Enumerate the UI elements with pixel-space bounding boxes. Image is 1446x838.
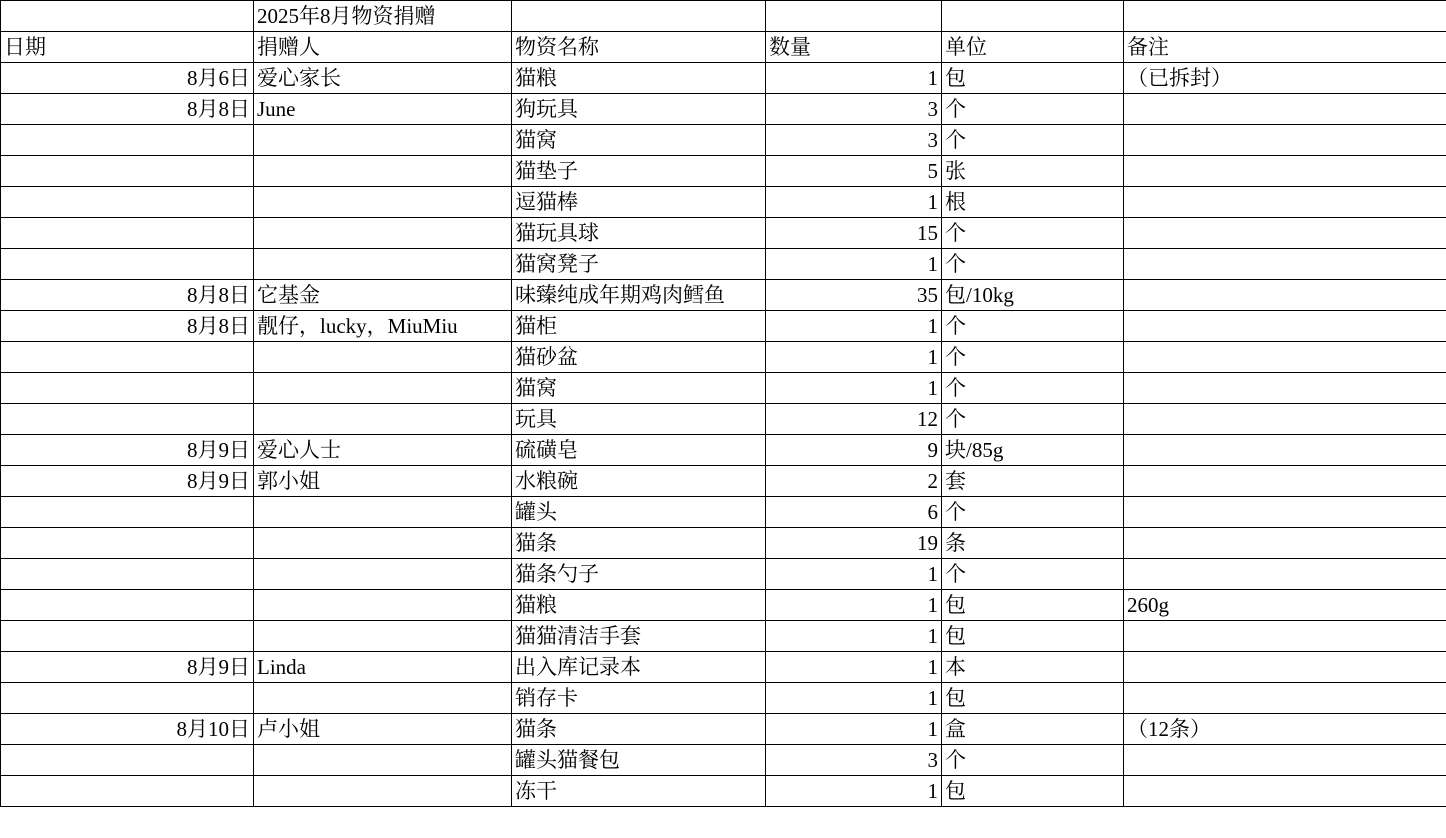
cell-note: [1124, 218, 1446, 249]
cell-qty: 3: [766, 125, 942, 156]
cell-note: [1124, 435, 1446, 466]
table-row: [1, 621, 1446, 652]
cell-donor: [254, 590, 512, 621]
empty-cell: [1, 1, 254, 32]
cell-donor: [254, 528, 512, 559]
cell-qty: 15: [766, 218, 942, 249]
cell-qty: 1: [766, 776, 942, 807]
cell-unit: 套: [942, 466, 1124, 497]
cell-qty: 1: [766, 63, 942, 94]
cell-date: [1, 528, 254, 559]
cell-date: 8月8日: [1, 311, 254, 342]
cell-note: [1124, 125, 1446, 156]
empty-cell: [766, 1, 942, 32]
cell-unit: 包/10kg: [942, 280, 1124, 311]
cell-date: 8月9日: [1, 466, 254, 497]
table-row: [1, 187, 1446, 218]
table-row: [1, 404, 1446, 435]
cell-date: [1, 373, 254, 404]
cell-qty: 1: [766, 714, 942, 745]
cell-qty: 1: [766, 683, 942, 714]
cell-item: 猫垫子: [512, 156, 766, 187]
cell-note: [1124, 621, 1446, 652]
cell-date: [1, 621, 254, 652]
cell-item: 罐头: [512, 497, 766, 528]
cell-donor: Linda: [254, 652, 512, 683]
column-header-donor: 捐赠人: [254, 32, 512, 63]
cell-unit: 包: [942, 590, 1124, 621]
table-row: [1, 652, 1446, 683]
cell-date: [1, 404, 254, 435]
table-row: [1, 373, 1446, 404]
table-row: [1, 342, 1446, 373]
empty-cell: [1124, 1, 1446, 32]
cell-unit: 根: [942, 187, 1124, 218]
cell-donor: [254, 156, 512, 187]
cell-note: [1124, 94, 1446, 125]
cell-qty: 1: [766, 559, 942, 590]
table-row: [1, 590, 1446, 621]
cell-item: 猫窝凳子: [512, 249, 766, 280]
cell-note: [1124, 342, 1446, 373]
cell-unit: 包: [942, 621, 1124, 652]
cell-note: [1124, 187, 1446, 218]
cell-unit: 个: [942, 745, 1124, 776]
cell-item: 罐头猫餐包: [512, 745, 766, 776]
cell-item: 猫粮: [512, 63, 766, 94]
table-row: [1, 776, 1446, 807]
cell-unit: 个: [942, 125, 1124, 156]
cell-unit: 个: [942, 94, 1124, 125]
column-header-date: 日期: [1, 32, 254, 63]
document-title: 2025年8月物资捐赠: [254, 1, 512, 32]
cell-note: [1124, 404, 1446, 435]
cell-unit: 个: [942, 559, 1124, 590]
cell-donor: 它基金: [254, 280, 512, 311]
cell-item: 硫磺皂: [512, 435, 766, 466]
cell-qty: 1: [766, 187, 942, 218]
cell-unit: 包: [942, 776, 1124, 807]
cell-qty: 3: [766, 94, 942, 125]
table-row: [1, 466, 1446, 497]
table-row: [1, 63, 1446, 94]
cell-donor: [254, 745, 512, 776]
table-row: [1, 559, 1446, 590]
cell-date: 8月9日: [1, 652, 254, 683]
column-header-qty: 数量: [766, 32, 942, 63]
cell-item: 猫玩具球: [512, 218, 766, 249]
cell-qty: 1: [766, 342, 942, 373]
cell-item: 狗玩具: [512, 94, 766, 125]
cell-donor: [254, 187, 512, 218]
cell-note: [1124, 466, 1446, 497]
table-row: [1, 528, 1446, 559]
cell-note: [1124, 683, 1446, 714]
cell-note: [1124, 373, 1446, 404]
table-row: [1, 745, 1446, 776]
cell-donor: [254, 125, 512, 156]
cell-unit: 个: [942, 311, 1124, 342]
cell-note: [1124, 156, 1446, 187]
cell-donor: [254, 342, 512, 373]
cell-date: [1, 683, 254, 714]
cell-donor: [254, 249, 512, 280]
cell-note: [1124, 559, 1446, 590]
cell-qty: 1: [766, 621, 942, 652]
cell-item: 猫砂盆: [512, 342, 766, 373]
table-row: [1, 497, 1446, 528]
table-row: [1, 218, 1446, 249]
cell-item: 逗猫棒: [512, 187, 766, 218]
cell-qty: 2: [766, 466, 942, 497]
cell-donor: 郭小姐: [254, 466, 512, 497]
cell-unit: 个: [942, 249, 1124, 280]
cell-note: [1124, 497, 1446, 528]
cell-date: [1, 187, 254, 218]
cell-qty: 3: [766, 745, 942, 776]
cell-unit: 块/85g: [942, 435, 1124, 466]
cell-donor: [254, 404, 512, 435]
cell-item: 水粮碗: [512, 466, 766, 497]
header-row: [1, 32, 1446, 63]
column-header-note: 备注: [1124, 32, 1446, 63]
column-header-unit: 单位: [942, 32, 1124, 63]
cell-date: 8月9日: [1, 435, 254, 466]
empty-cell: [942, 1, 1124, 32]
cell-donor: [254, 683, 512, 714]
cell-unit: 盒: [942, 714, 1124, 745]
cell-donor: [254, 373, 512, 404]
cell-qty: 35: [766, 280, 942, 311]
cell-date: [1, 590, 254, 621]
table-row: [1, 435, 1446, 466]
cell-unit: 张: [942, 156, 1124, 187]
cell-date: [1, 497, 254, 528]
cell-date: [1, 559, 254, 590]
cell-item: 销存卡: [512, 683, 766, 714]
cell-note: [1124, 311, 1446, 342]
cell-date: 8月6日: [1, 63, 254, 94]
cell-donor: [254, 497, 512, 528]
cell-item: 味臻纯成年期鸡肉鳕鱼: [512, 280, 766, 311]
cell-donor: [254, 621, 512, 652]
cell-unit: 条: [942, 528, 1124, 559]
cell-qty: 1: [766, 590, 942, 621]
cell-item: 猫条勺子: [512, 559, 766, 590]
cell-item: 玩具: [512, 404, 766, 435]
cell-note: [1124, 249, 1446, 280]
cell-unit: 个: [942, 373, 1124, 404]
cell-donor: 靓仔，lucky，MiuMiu: [254, 311, 512, 342]
cell-donor: 爱心人士: [254, 435, 512, 466]
cell-date: [1, 249, 254, 280]
cell-qty: 1: [766, 249, 942, 280]
cell-date: 8月8日: [1, 280, 254, 311]
cell-unit: 个: [942, 218, 1124, 249]
cell-note: [1124, 652, 1446, 683]
cell-item: 猫猫清洁手套: [512, 621, 766, 652]
cell-item: 猫条: [512, 528, 766, 559]
table-row: [1, 714, 1446, 745]
cell-note: （12条）: [1124, 714, 1446, 745]
cell-donor: [254, 559, 512, 590]
cell-date: [1, 156, 254, 187]
cell-donor: 卢小姐: [254, 714, 512, 745]
cell-item: 猫粮: [512, 590, 766, 621]
cell-qty: 9: [766, 435, 942, 466]
column-header-item: 物资名称: [512, 32, 766, 63]
cell-date: [1, 218, 254, 249]
cell-note: [1124, 776, 1446, 807]
table-row: [1, 683, 1446, 714]
table-row: [1, 280, 1446, 311]
cell-item: 猫窝: [512, 373, 766, 404]
cell-qty: 5: [766, 156, 942, 187]
cell-item: 冻干: [512, 776, 766, 807]
cell-note: （已拆封）: [1124, 63, 1446, 94]
cell-date: [1, 745, 254, 776]
cell-unit: 个: [942, 404, 1124, 435]
cell-donor: [254, 776, 512, 807]
table-row: [1, 311, 1446, 342]
cell-donor: 爱心家长: [254, 63, 512, 94]
cell-date: 8月8日: [1, 94, 254, 125]
table-row: [1, 249, 1446, 280]
title-row: [1, 1, 1446, 32]
cell-note: [1124, 280, 1446, 311]
cell-date: [1, 342, 254, 373]
cell-unit: 个: [942, 342, 1124, 373]
cell-note: [1124, 745, 1446, 776]
empty-cell: [512, 1, 766, 32]
cell-item: 出入库记录本: [512, 652, 766, 683]
cell-date: 8月10日: [1, 714, 254, 745]
cell-qty: 1: [766, 311, 942, 342]
cell-unit: 本: [942, 652, 1124, 683]
cell-item: 猫柜: [512, 311, 766, 342]
cell-unit: 包: [942, 683, 1124, 714]
cell-date: [1, 125, 254, 156]
cell-qty: 1: [766, 373, 942, 404]
table-row: [1, 156, 1446, 187]
cell-donor: [254, 218, 512, 249]
cell-qty: 19: [766, 528, 942, 559]
cell-note: [1124, 528, 1446, 559]
cell-qty: 12: [766, 404, 942, 435]
cell-unit: 个: [942, 497, 1124, 528]
table-row: [1, 94, 1446, 125]
cell-qty: 1: [766, 652, 942, 683]
table-row: [1, 125, 1446, 156]
cell-note: 260g: [1124, 590, 1446, 621]
cell-item: 猫窝: [512, 125, 766, 156]
cell-date: [1, 776, 254, 807]
cell-item: 猫条: [512, 714, 766, 745]
cell-unit: 包: [942, 63, 1124, 94]
cell-donor: June: [254, 94, 512, 125]
cell-qty: 6: [766, 497, 942, 528]
